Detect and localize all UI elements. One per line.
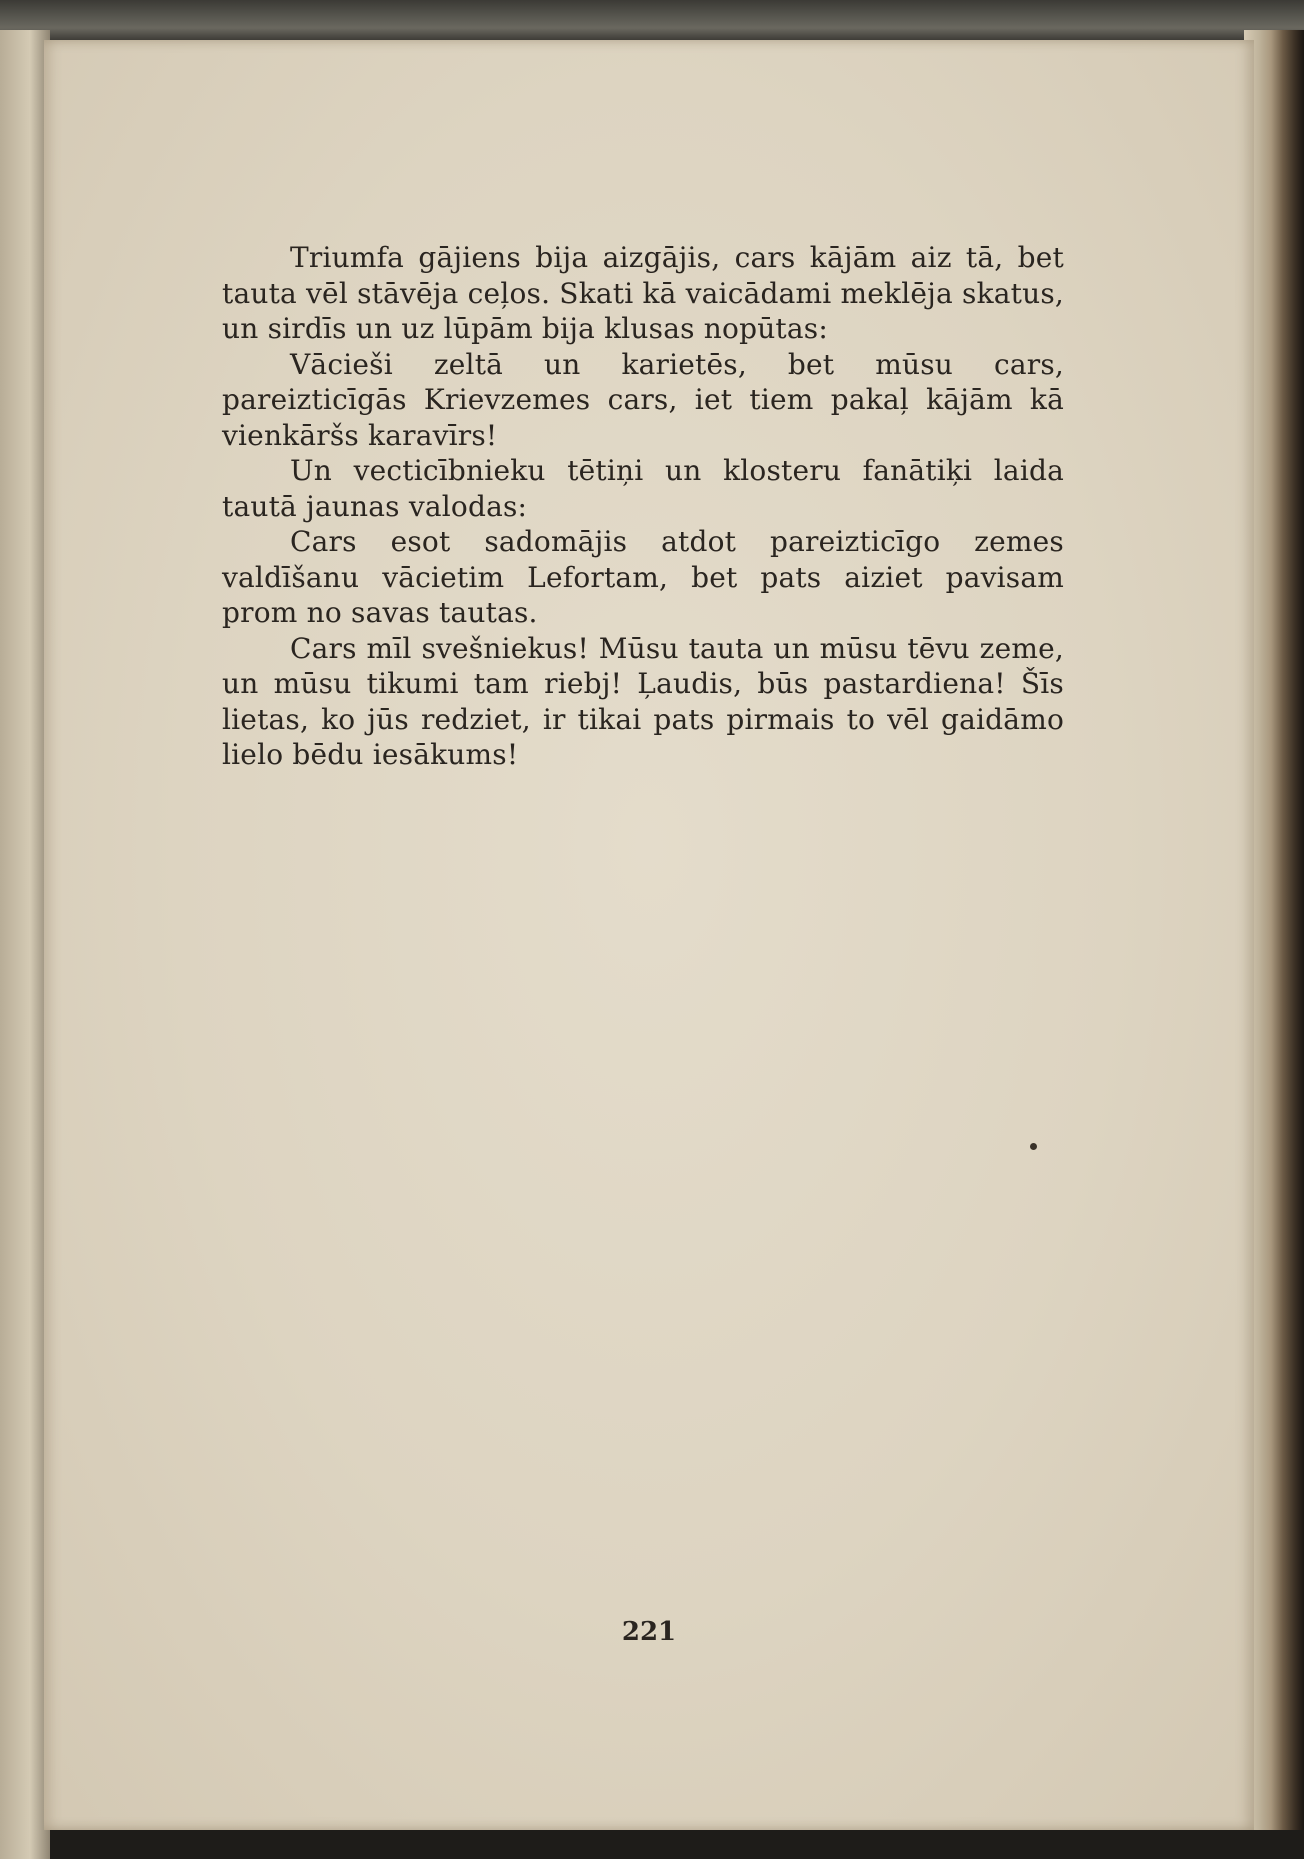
paragraph: Un vecticībnieku tētiņi un klosteru fanātiķi laida tautā jaunas valodas: (222, 454, 1064, 523)
page-number: 221 (621, 1617, 677, 1647)
paragraph: Cars mīl svešniekus! Mūsu tauta un mūsu tēvu zeme, un mūsu tikumi tam riebj! Ļaudis, būs pastardiena! Šīs lietas, ko jūs redziet, ir tikai pats pirmais to vēl gaidāmo lielo bēdu iesākums! (222, 631, 1064, 771)
paragraph: Cars esot sadomājis atdot pareizticīgo zemes valdīšanu vācietim Lefortam, bet pats aiziet pavisam prom no savas tautas. (222, 525, 1064, 629)
paragraph: Triumfa gājiens bija aizgājis, cars kājām aiz tā, bet tauta vēl stāvēja ceļos. Skati kā vaicādami meklēja skatus, un sirdīs un uz lūpām bija klusas nopūtas: (222, 241, 1064, 345)
book-page (44, 40, 1254, 1830)
paragraph: Vācieši zeltā un karietēs, bet mūsu cars, pareizticīgās Krievzemes cars, iet tiem pakaļ kājām kā vienkāršs karavīrs! (222, 347, 1064, 452)
book-binding-top (0, 0, 1304, 40)
paper-speck (1030, 1143, 1037, 1150)
book-gutter (0, 30, 50, 1859)
body-text (222, 240, 1064, 773)
